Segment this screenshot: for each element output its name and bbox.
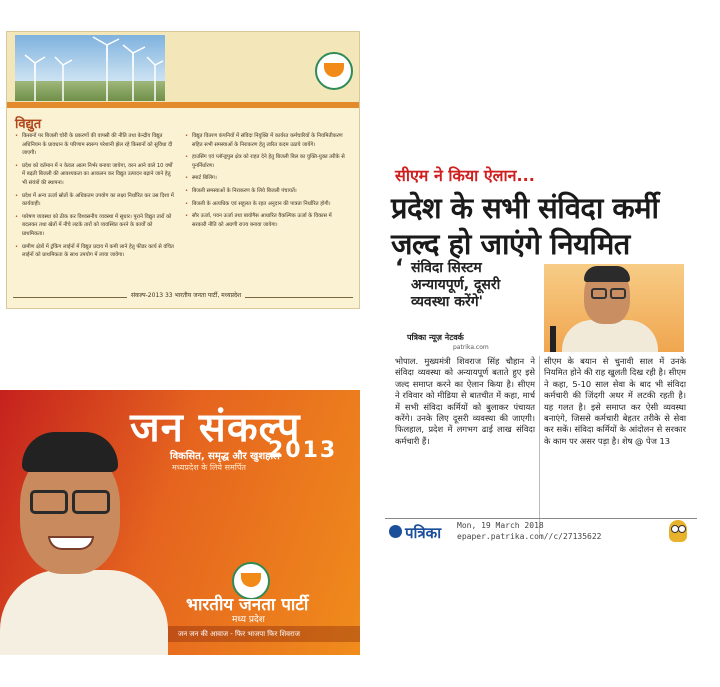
smile <box>48 536 94 550</box>
newspaper-clipping <box>385 158 697 550</box>
shirt <box>0 570 168 655</box>
manifesto-cover <box>0 390 360 655</box>
glasses <box>610 288 626 299</box>
hair <box>22 432 118 472</box>
microphone-icon <box>550 326 556 352</box>
manifesto-page-image <box>6 31 360 309</box>
glasses <box>30 490 68 514</box>
list-item: • प्रदेश में अन्य ऊर्जा स्रोतों के अधिकतम उपयोग का लक्ष्य निर्धारित कर उस दिशा में कार्यवाही। <box>15 192 175 209</box>
bjp-lotus-logo <box>315 52 353 90</box>
column-divider <box>539 356 540 534</box>
quote-mark: ‘ <box>395 256 404 281</box>
cover-year: 2013 <box>268 438 338 463</box>
right-column <box>185 132 345 233</box>
divider <box>7 102 359 108</box>
byline-site: patrika.com <box>453 344 489 351</box>
speaker-photo <box>544 264 684 352</box>
list-item: • किसानों पर बिजली चोरी के प्रकरणों की वापसी की नीति तथा केन्द्रीय विद्युत अधिनियम के प्रावधान के परिणाम स्वरूप परेशानी झेल रहे किसानों को सुविधा दी जाएगी। <box>15 132 175 158</box>
list-item: • बिजली समस्याओं के निराकरण के लिये बिजली पंचायतें। <box>185 187 345 196</box>
state-name: मध्य प्रदेश <box>232 615 265 625</box>
hair <box>584 266 630 282</box>
epaper-url: epaper.patrika.com//c/27135622 <box>457 532 602 541</box>
list-item: • प्रदेश को वर्तमान में न केवल आत्म निर्भर बनाया जायेगा, वरन आने वाले 10 वर्षों में बढ़ती बिजली की आवश्यकता का आकलन कर विद्युत उत्पादन बढ़ाने जाने हेतु भी संयंत्रों की स्थापना। <box>15 162 175 188</box>
party-name: भारतीय जनता पार्टी <box>186 595 309 615</box>
patrika-brand: पत्रिका <box>405 524 442 542</box>
glasses <box>591 288 607 299</box>
wind-turbine-photo <box>15 35 165 101</box>
list-item: • ग्रामीण क्षेत्रों में ट्रंकिंग लाईनों में विद्युत प्रदाय में कमी लाने हेतु फीडर कार्य से वंचित लाईनों को प्राथमिकता के साथ उपयोग में लाया जावेगा। <box>15 243 175 260</box>
section-title: विद्युत <box>15 117 42 132</box>
list-item: • विद्युत वितरण कंपनियों में संविदा नियुक्ति में कार्यरत कर्मचारियों के नियमितीकरण सहित सभी समस्याओं के निराकरण हेतु त्वरित कदम उठाये जायेंगे। <box>185 132 345 149</box>
cover-title: जन संकल्प <box>130 404 301 451</box>
article-column-2: सीएम के बयान से चुनावी साल में उनके नियमित होने की राह खुलती दिख रही है। सीएम ने कहा, 5-10 साल सेवा के बाद भी संविदा कर्मचारी की जिंदगी अधर में लटकी रहती है। यह गलत है। इसे समाप्त कर ऐसी व्यवस्था बनाएंगे, जिससे कर्मचारी बेहतर तरीके से सेवा कर सकें। संविदा कर्मियों के आंदोलन से सरकार के काम पर असर पड़ा है। शेष @ पेज 13 <box>544 356 686 446</box>
headline: प्रदेश के सभी संविदा कर्मी जल्द हो जाएंगे नियमित <box>391 191 659 261</box>
footer-text: संकल्प-2013 33 भारतीय जनता पार्टी, मध्यप्रदेश <box>127 291 245 299</box>
pull-quote: संविदा सिस्टम अन्यायपूर्ण, दूसरी व्यवस्था करेंगे' <box>411 260 501 310</box>
cover-subtitle: विकसित, समृद्ध और खुशहाल <box>170 451 280 462</box>
shirt <box>562 320 658 352</box>
footer-rule <box>385 518 697 519</box>
byline: पत्रिका न्यूज़ नेटवर्क <box>407 333 464 342</box>
list-item: • बिजली के अत्यधिक एवं सहूलत के रहत अनुदान की पात्रता निर्धारित होगी। <box>185 200 345 209</box>
article-column-1: भोपाल. मुख्यमंत्री शिवराज सिंह चौहान ने संविदा व्यवस्था को अन्यायपूर्ण बताते हुए इसे जल्द समाप्त करने का ऐलान किया है। सीएम ने रविवार को मीडिया से बातचीत में कहा, मार्च में सभी संविदा कर्मियों को बुलाकर पंचायत करेंगे। उनके लिए दूसरी व्यवस्था की जाएगी। फिलहाल, प्रदेश में लगभग ढाई लाख संविदा कर्मचारी हैं। <box>395 356 535 446</box>
edition-date: Mon, 19 March 2018 <box>457 521 544 530</box>
list-item: • पारेषण व्यवस्था को ठीक कर विश्वसनीय व्यवस्था में सुधार। पुराने विद्युत तारों को बदलकर तथा खेतों में नीचे लटके तारों को व्यवस्थित करने के कार्यों को प्राथमिकता। <box>15 213 175 239</box>
list-item: • हाउसिंग एवं प्लॉन्ड्रपुल क्षेत्र को राहत देने हेतु बिजली बिल का युक्ति-युक्त तरीके से पुनर्निर्धारण। <box>185 153 345 170</box>
page-footer <box>7 290 359 308</box>
tagline: जन जन की आवाज - फिर भाजपा फिर शिवराज <box>178 630 300 638</box>
wind-turbines-illustration <box>15 35 165 101</box>
list-item: • स्मार्ट बिलिंग। <box>185 174 345 183</box>
list-item: • सौर ऊर्जा, पवन ऊर्जा तथा बायोगैस आधारित वैकल्पिक ऊर्जा के विकास में सरकारी नीति को अग्रणी राज्य बनाया जायेगा। <box>185 212 345 229</box>
left-column <box>15 132 175 264</box>
kicker: सीएम ने किया ऐलान... <box>395 166 535 185</box>
glasses <box>72 490 110 514</box>
owl-mascot-icon <box>669 520 687 542</box>
patrika-logo-icon <box>389 525 402 538</box>
cover-subtitle-2: मध्यप्रदेश के लिये समर्पित <box>172 463 246 472</box>
